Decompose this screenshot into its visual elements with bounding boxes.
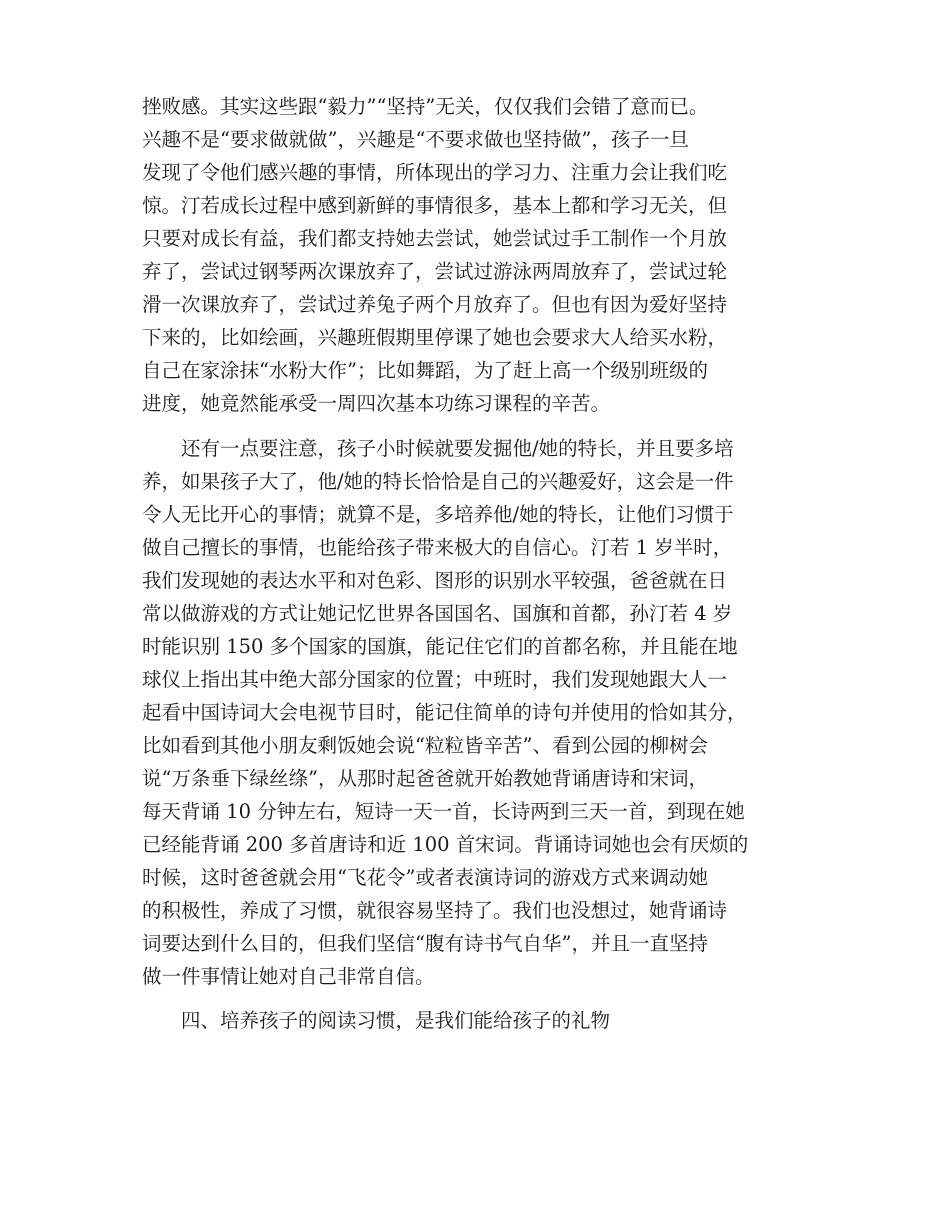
paragraph-line: 常以做游戏的方式让她记忆世界各国国名、国旗和首都，孙汀若 4 岁 — [142, 602, 733, 625]
paragraph-line: 比如看到其他小朋友剩饭她会说“粒粒皆辛苦”、看到公园的柳树会 — [142, 734, 708, 757]
paragraph-line: 只要对成长有益，我们都支持她去尝试，她尝试过手工制作一个月放 — [142, 227, 728, 250]
paragraph-line: 进度，她竟然能承受一周四次基本功练习课程的辛苦。 — [142, 392, 611, 415]
paragraph-line: 养，如果孩子大了，他/她的特长恰恰是自己的兴趣爱好，这会是一件 — [142, 470, 734, 493]
paragraph-line: 时能识别 150 多个国家的国旗，能记住它们的首都名称，并且能在地 — [142, 635, 738, 658]
paragraph-line: 做一件事情让她对自己非常自信。 — [142, 965, 435, 988]
paragraph-line: 滑一次课放弃了，尝试过养兔子两个月放弃了。但也有因为爱好坚持 — [142, 293, 728, 316]
section-heading: 四、培养孩子的阅读习惯，是我们能给孩子的礼物 — [181, 1009, 611, 1032]
paragraph-line: 兴趣不是“要求做就做”，兴趣是“不要求做也坚持做”，孩子一旦 — [142, 128, 689, 151]
paragraph-line: 惊。汀若成长过程中感到新鲜的事情很多，基本上都和学习无关，但 — [142, 194, 728, 217]
paragraph-line: 自己在家涂抹“水粉大作”；比如舞蹈，为了赶上高一个级别班级的 — [142, 359, 708, 382]
paragraph-line: 球仪上指出其中绝大部分国家的位置；中班时，我们发现她跟大人一 — [142, 668, 728, 691]
paragraph-line: 我们发现她的表达水平和对色彩、图形的识别水平较强，爸爸就在日 — [142, 569, 728, 592]
paragraph-line: 下来的，比如绘画，兴趣班假期里停课了她也会要求大人给买水粉， — [142, 326, 728, 349]
paragraph-line: 的积极性，养成了习惯，就很容易坚持了。我们也没想过，她背诵诗 — [142, 899, 728, 922]
paragraph-line: 每天背诵 10 分钟左右，短诗一天一首，长诗两到三天一首，到现在她 — [142, 800, 745, 823]
paragraph-line: 时候，这时爸爸就会用“飞花令”或者表演诗词的游戏方式来调动她 — [142, 866, 708, 889]
paragraph-line: 弃了，尝试过钢琴两次课放弃了，尝试过游泳两周放弃了，尝试过轮 — [142, 260, 728, 283]
paragraph-line: 做自己擅长的事情，也能给孩子带来极大的自信心。汀若 1 岁半时， — [142, 536, 733, 559]
paragraph-line: 挫败感。其实这些跟“毅力”“坚持”无关，仅仅我们会错了意而已。 — [142, 95, 709, 118]
paragraph-line: 发现了令他们感兴趣的事情，所体现出的学习力、注重力会让我们吃 — [142, 161, 728, 184]
paragraph-line: 词要达到什么目的，但我们坚信“腹有诗书气自华”，并且一直坚持 — [142, 932, 708, 955]
paragraph-line: 说“万条垂下绿丝绦”，从那时起爸爸就开始教她背诵唐诗和宋词， — [142, 767, 708, 790]
paragraph-line: 起看中国诗词大会电视节目时，能记住简单的诗句并使用的恰如其分， — [142, 701, 747, 724]
paragraph-line: 令人无比开心的事情；就算不是，多培养他/她的特长，让他们习惯于 — [142, 503, 734, 526]
paragraph-line: 还有一点要注意，孩子小时候就要发掘他/她的特长，并且要多培 — [181, 437, 734, 460]
paragraph-line: 已经能背诵 200 多首唐诗和近 100 首宋词。背诵诗词她也会有厌烦的 — [142, 833, 749, 856]
